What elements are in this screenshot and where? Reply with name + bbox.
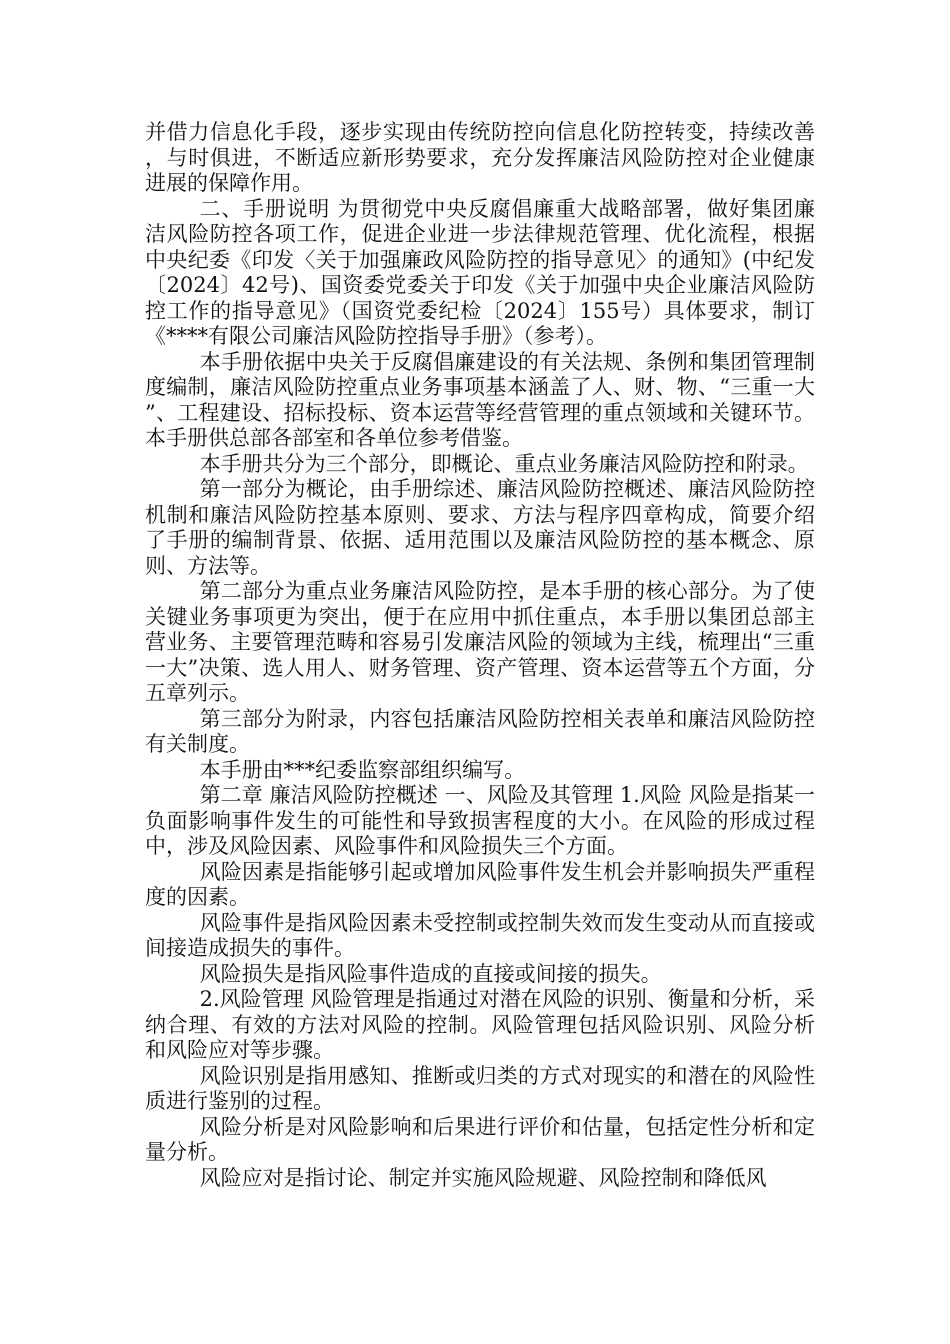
paragraph-editor: 本手册由***纪委监察部组织编写。: [199, 757, 526, 782]
paragraph-manual-structure: 本手册共分为三个部分，即概论、重点业务廉洁风险防控和附录。: [199, 451, 809, 476]
paragraph-continuation: 并借力信息化手段，逐步实现由传统防控向信息化防控转变，持续改善，与时俱进，不断适应新形势要求，充分发挥廉洁风险防控对企业健康进展的保障作用。: [145, 120, 815, 195]
paragraph-manual-basis: 本手册依据中央关于反腐倡廉建设的有关法规、条例和集团管理制度编制，廉洁风险防控重点业务事项基本涵盖了人、财、物、“三重一大”、工程建设、招标投标、资本运营等经营管理的重点领域和关键环节。本手册供总部各部室和各单位参考借鉴。: [145, 349, 815, 450]
paragraph-part-three: 第三部分为附录，内容包括廉洁风险防控相关表单和廉洁风险防控有关制度。: [145, 706, 815, 756]
paragraph-risk-identification: 风险识别是指用感知、推断或归类的方式对现实的和潜在的风险性质进行鉴别的过程。: [145, 1063, 815, 1113]
paragraph-risk-loss: 风险损失是指风险事件造成的直接或间接的损失。: [199, 961, 662, 986]
paragraph-risk-analysis: 风险分析是对风险影响和后果进行评价和估量，包括定性分析和定量分析。: [145, 1114, 815, 1164]
paragraph-manual-description: 二、手册说明 为贯彻党中央反腐倡廉重大战略部署，做好集团廉洁风险防控各项工作，促进企业进一步法律规范管理、优化流程，根据中央纪委《印发〈关于加强廉政风险防控的指导意见〉的通知》(中纪发〔2024〕42号)、国资委党委关于印发《关于加强中央企业廉洁风险防控工作的指导意见》（国资党委纪检〔2024〕155号）具体要求，制订《****有限公司廉洁风险防控指导手册》（参考）。: [145, 196, 815, 348]
paragraph-part-one: 第一部分为概论，由手册综述、廉洁风险防控概述、廉洁风险防控机制和廉洁风险防控基本原则、要求、方法与程序四章构成，简要介绍了手册的编制背景、依据、适用范围以及廉洁风险防控的基本概念、原则、方法等。: [145, 477, 815, 578]
paragraph-risk-event: 风险事件是指风险因素未受控制或控制失效而发生变动从而直接或间接造成损失的事件。: [145, 910, 815, 960]
paragraph-part-two: 第二部分为重点业务廉洁风险防控，是本手册的核心部分。为了使关键业务事项更为突出，便于在应用中抓住重点，本手册以集团总部主营业务、主要管理范畴和容易引发廉洁风险的领域为主线，梳理出“三重一大”决策、选人用人、财务管理、资产管理、资本运营等五个方面，分五章列示。: [145, 579, 815, 705]
paragraph-chapter-two-risk: 第二章 廉洁风险防控概述 一、风险及其管理 1.风险 风险是指某一负面影响事件发生的可能性和导致损害程度的大小。在风险的形成过程中，涉及风险因素、风险事件和风险损失三个方面。: [145, 783, 815, 858]
document-body: [145, 120, 815, 1191]
paragraph-risk-factor: 风险因素是指能够引起或增加风险事件发生机会并影响损失严重程度的因素。: [145, 859, 815, 909]
paragraph-risk-management: 2.风险管理 风险管理是指通过对潜在风险的识别、衡量和分析，采纳合理、有效的方法对风险的控制。风险管理包括风险识别、风险分析和风险应对等步骤。: [145, 987, 815, 1062]
paragraph-risk-response: 风险应对是指讨论、制定并实施风险规避、风险控制和降低风: [199, 1165, 767, 1190]
